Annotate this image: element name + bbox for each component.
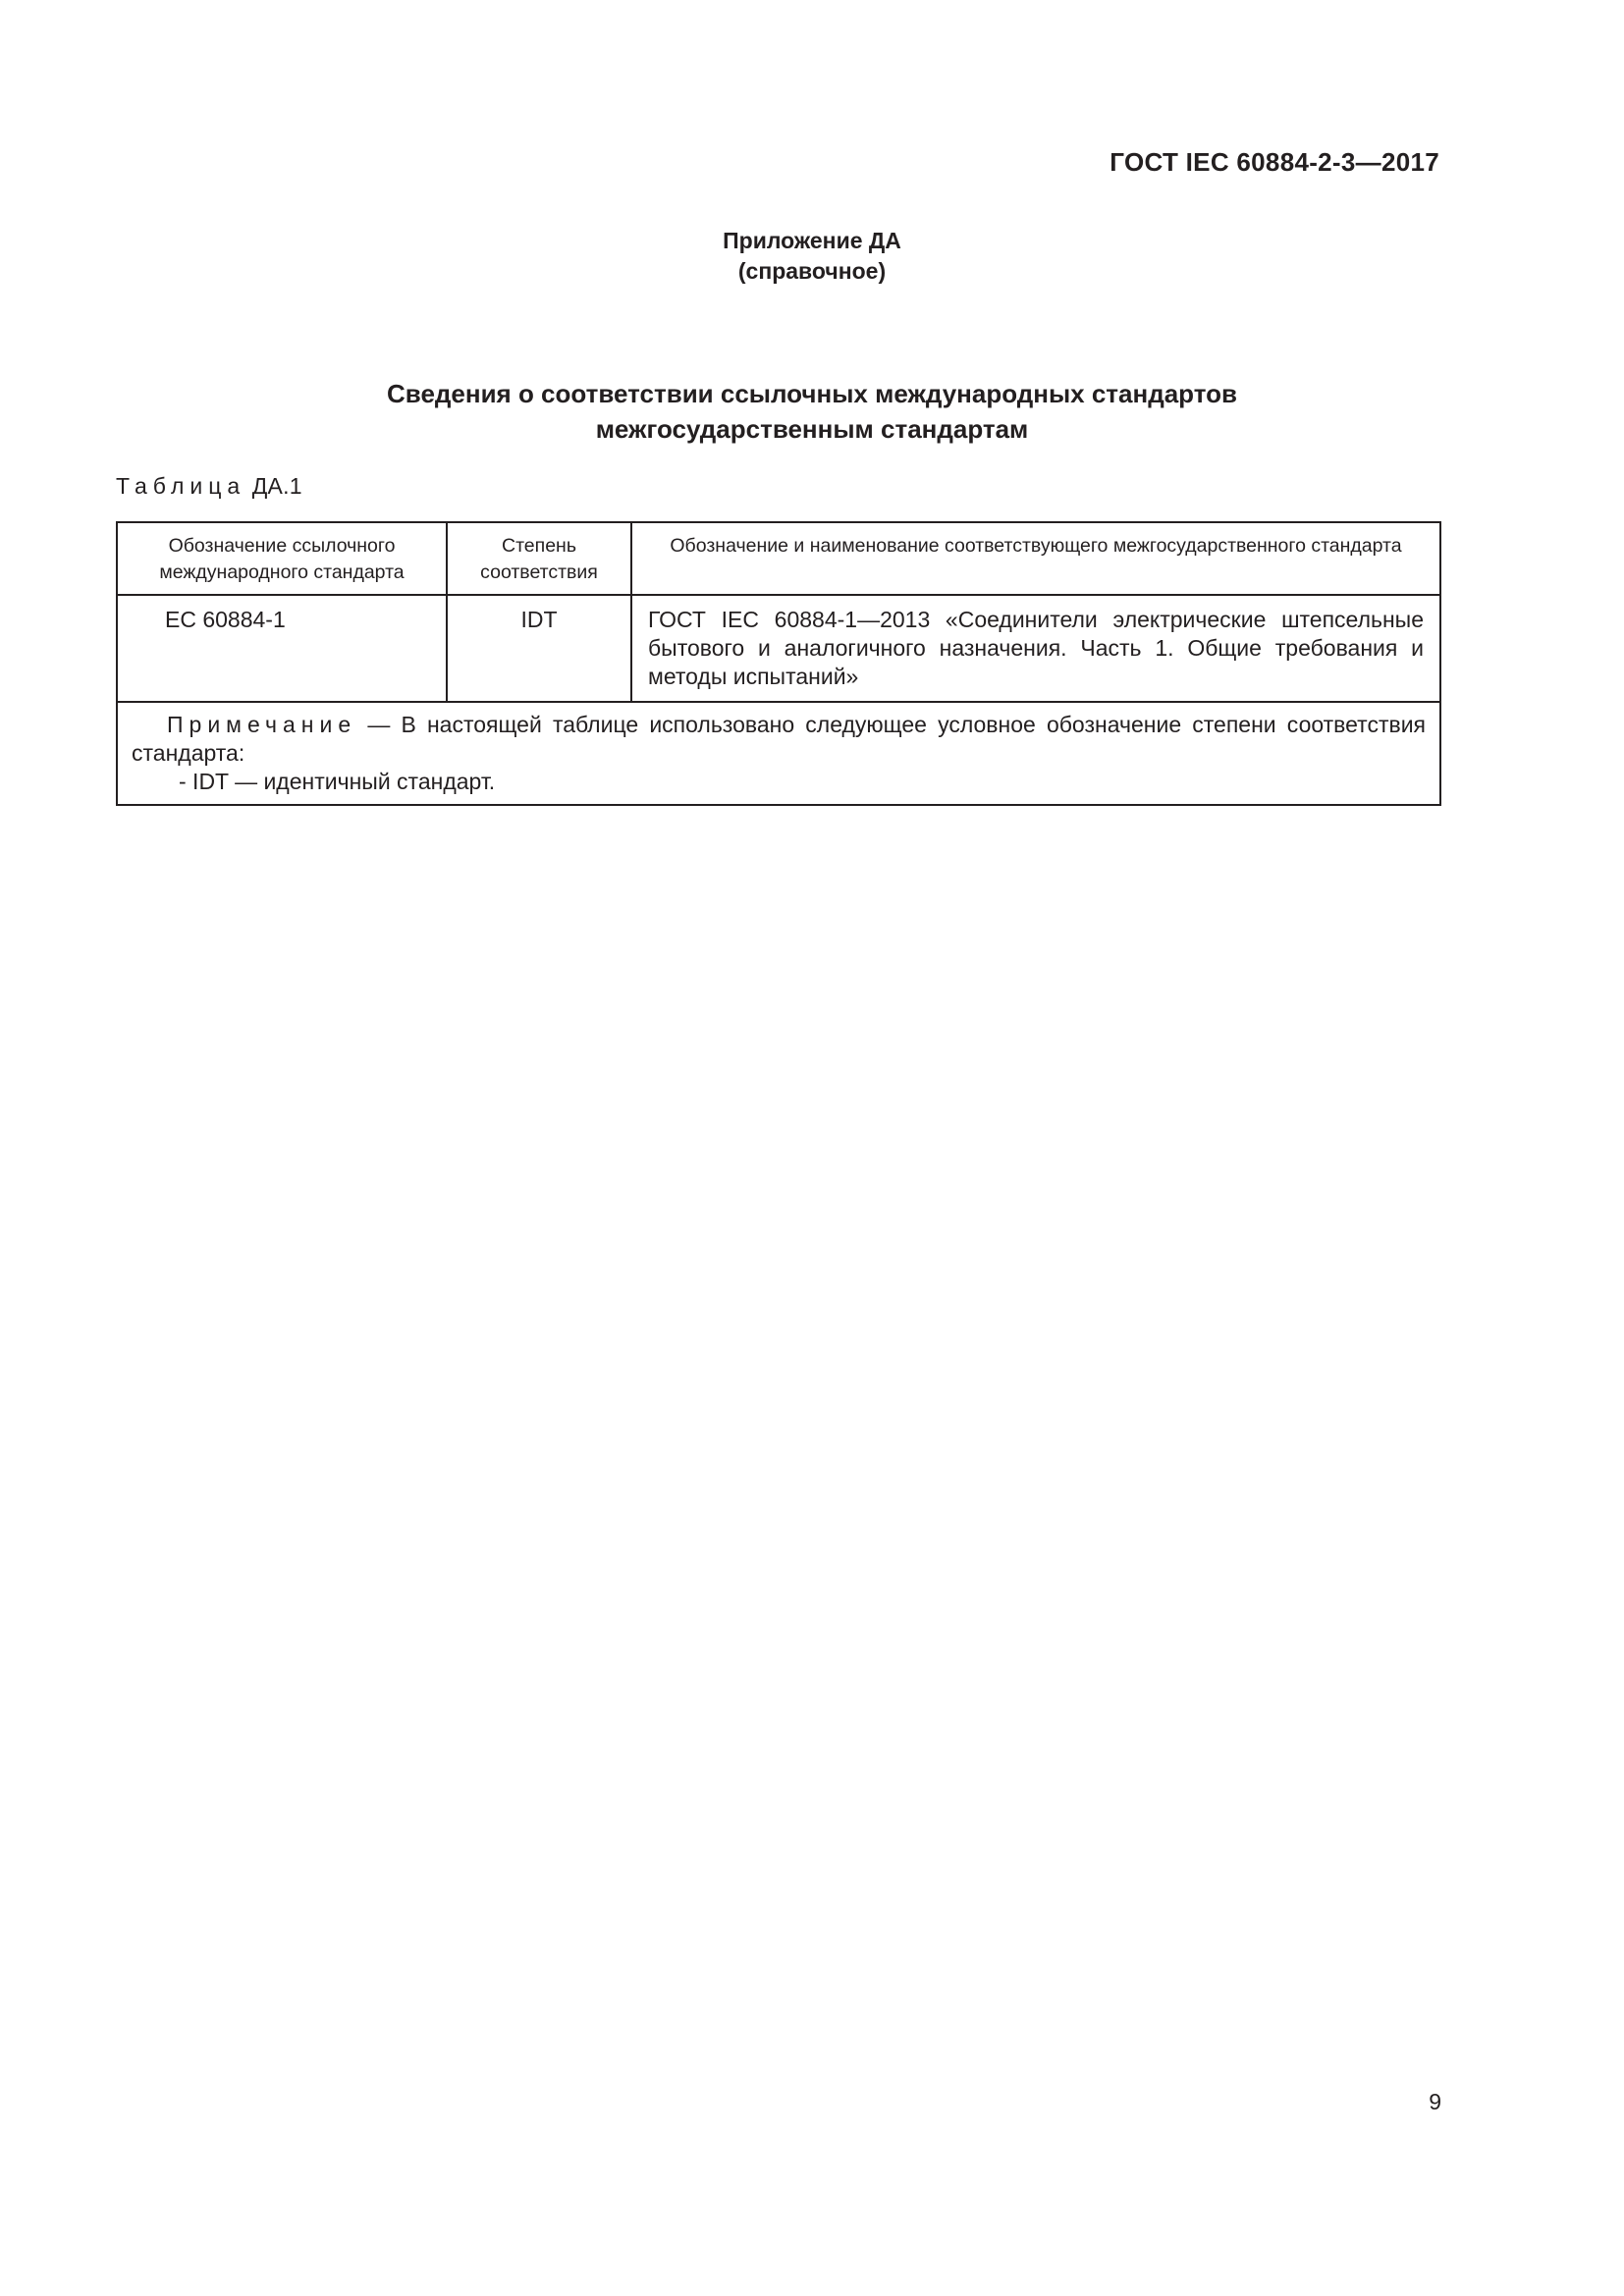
section-title (0, 376, 1624, 447)
note-text-line (132, 711, 1426, 768)
section-title-line1: Сведения о соответствии ссылочных международных стандартов (387, 379, 1237, 408)
standard-code: ГОСТ IEC 60884-2-3—2017 (1110, 147, 1439, 177)
cell-international-standard: ЕС 60884-1 (117, 595, 447, 702)
appendix-title: Приложение ДА (723, 228, 901, 253)
correspondence-table (116, 521, 1441, 806)
appendix-subtitle: (справочное) (737, 258, 887, 284)
section-title-line2: межгосударственным стандартам (595, 414, 1029, 444)
note-item: - IDT — идентичный стандарт. (179, 769, 496, 794)
header-interstate-standard: Обозначение и наименование соответствующего межгосударственного стандарта (631, 522, 1440, 595)
table-caption-number: ДА.1 (251, 473, 302, 499)
header-degree: Степень соответствия (447, 522, 631, 595)
table-note (117, 702, 1440, 805)
page-number: 9 (1429, 2089, 1441, 2114)
appendix-heading (0, 226, 1624, 287)
table-note-row (117, 702, 1440, 805)
cell-degree: IDT (447, 595, 631, 702)
table-caption (116, 473, 302, 500)
note-label: Примечание (167, 712, 357, 737)
header-international-standard: Обозначение ссылочного международного стандарта (117, 522, 447, 595)
note-text: — В настоящей таблице использовано следующее условное обозначение степени соответствия стандарта: (132, 712, 1426, 766)
cell-interstate-standard: ГОСТ IEC 60884-1—2013 «Соединители электрические штепсельные бытового и аналогичного назначения. Часть 1. Общие требования и методы испытаний» (631, 595, 1440, 702)
table-caption-label: Таблица (116, 473, 246, 499)
table-row (117, 595, 1440, 702)
table-header-row (117, 522, 1440, 595)
